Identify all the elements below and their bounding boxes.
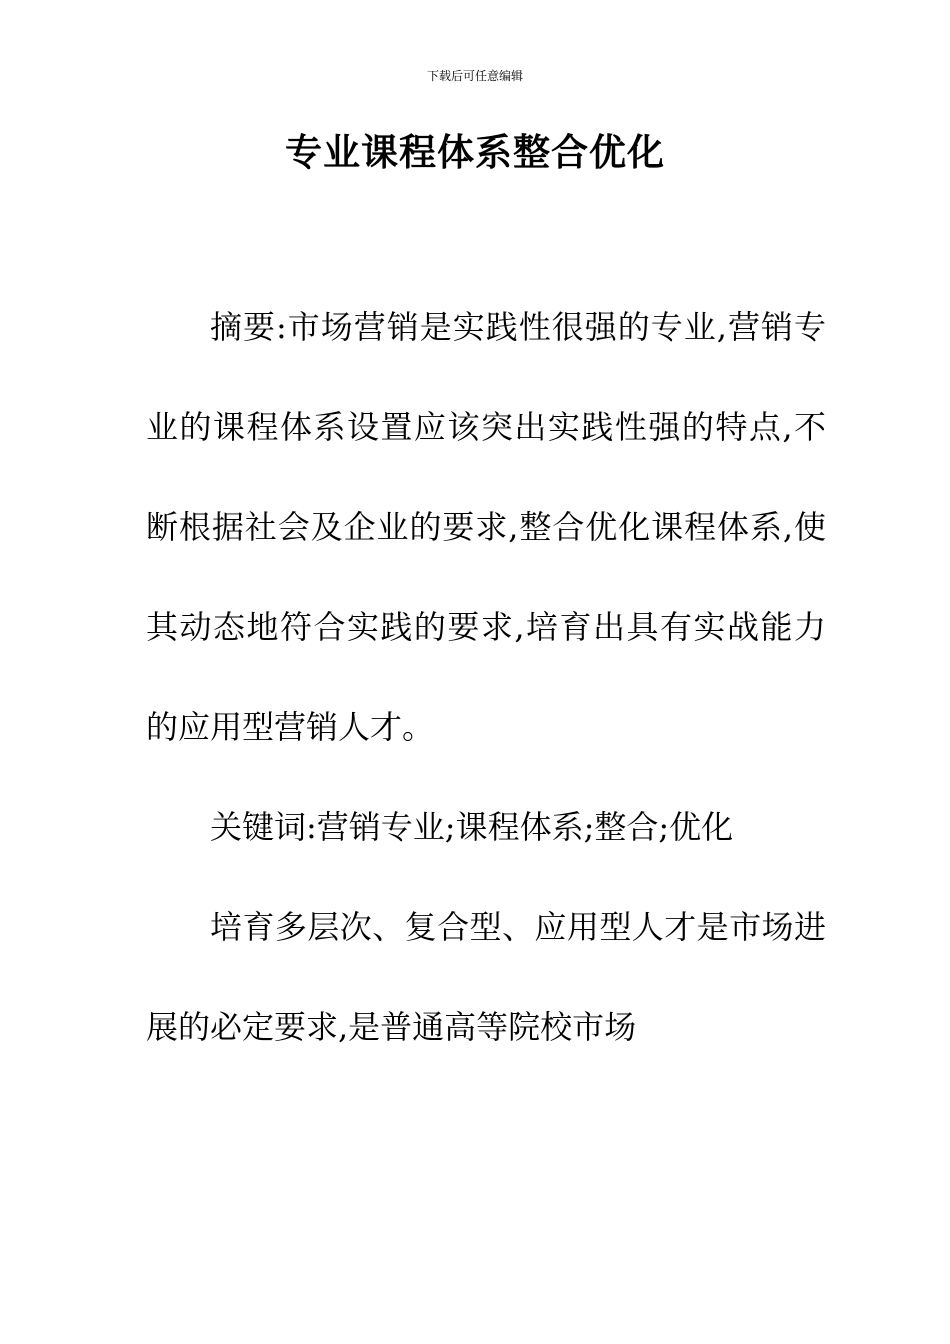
header-note: 下载后可任意编辑 — [426, 69, 523, 83]
body-paragraph: 培育多层次、复合型、应用型人才是市场进展的必定要求,是普通高等院校市场 — [146, 908, 826, 1046]
document-title: 专业课程体系整合优化 — [285, 130, 665, 174]
keywords-paragraph: 关键词:营销专业;课程体系;整合;优化 — [210, 808, 734, 846]
abstract-paragraph: 摘要:市场营销是实践性很强的专业,营销专业的课程体系设置应该突出实践性强的特点,不断根据社会及企业的要求,整合优化课程体系,使其动态地符合实践的要求,培育出具有实战能力的应用型营销人才。 — [146, 308, 826, 746]
document-body — [146, 277, 826, 1077]
